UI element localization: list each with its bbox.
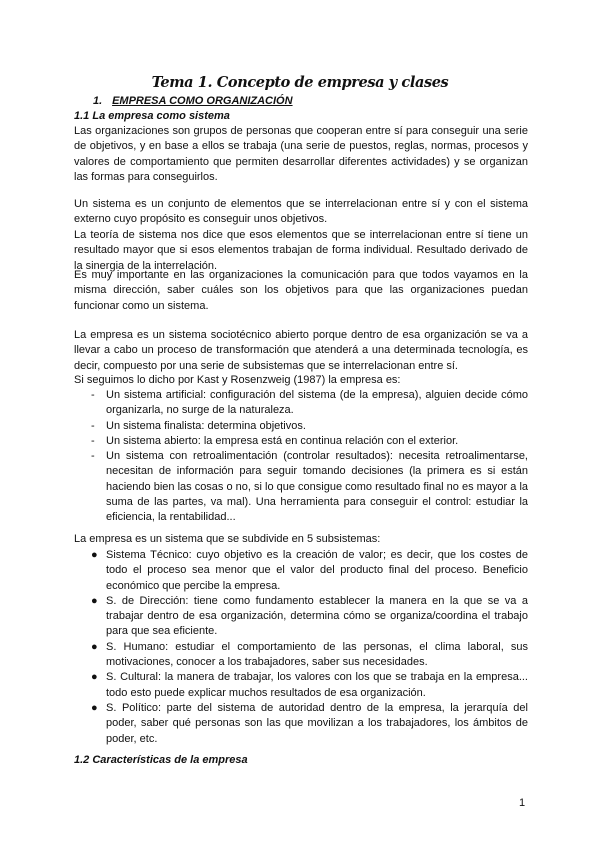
list-item: - Un sistema artificial: configuración del sistema (de la empresa), alguien decide cómo organizarla, no surge de la naturaleza. xyxy=(91,389,528,417)
document-title: Tema 1. Concepto de empresa y clases xyxy=(151,74,449,91)
paragraph-comunicacion: Es muy importante en las organizaciones la comunicación para que todos vayamos en la misma dirección, saber cuáles son los objetivos para que las organizaciones puedan funcionar como un sistema. xyxy=(74,269,528,312)
bullet-list xyxy=(74,548,528,747)
list-item: - Un sistema finalista: determina objetivos. xyxy=(91,419,306,432)
list-item: ● S. Político: parte del sistema de autoridad dentro de la empresa, la jerarquía del poder, saber qué personas son las que movilizan a los trabajadores, los ámbitos de poder, etc. xyxy=(91,701,528,745)
section-heading xyxy=(93,95,293,107)
dash-list xyxy=(74,388,528,526)
page-number: 1 xyxy=(519,797,526,809)
paragraph-sociotecnico: La empresa es un sistema sociotécnico abierto porque dentro de esa organización se va a llevar a cabo un proceso de transformación que atenderá a una determinada tecnología, es decir, compuesto por una serie de subsistemas que se interrelacionan entre sí. xyxy=(74,329,528,372)
subsection-heading-1-1: 1.1 La empresa como sistema xyxy=(74,110,230,122)
list-item: ● S. Humano: estudiar el comportamiento de las personas, el clima laboral, sus motivaciones, conocer a los trabajadores, saber sus necesidades. xyxy=(91,640,528,669)
section-label: EMPRESA COMO ORGANIZACIÓN xyxy=(112,95,293,107)
paragraph-sistema-definicion: Un sistema es un conjunto de elementos que se interrelacionan entre sí y con el sistema externo cuyo propósito es conseguir unos objetivos. xyxy=(74,198,528,226)
list-item: ● S. Cultural: la manera de trabajar, los valores con los que se trabaja en la empresa... todo esto puede explicar muchos resultados de esa organización. xyxy=(91,671,528,699)
paragraph-organizaciones: Las organizaciones son grupos de personas que cooperan entre sí para conseguir una serie de objetivos, y en base a ellos se trabaja (una serie de puestos, reglas, normas, procesos y valores de comportamiento que permiten desarrollar diferentes actividades) y se organizan las formas para conseguirlos. xyxy=(74,125,528,183)
list-item: - Un sistema abierto: la empresa está en continua relación con el exterior. xyxy=(91,434,459,447)
list-item: ● S. de Dirección: tiene como fundamento establecer la manera en la que se va a trabajar dentro de esa organización, determina cómo se organiza/coordina el trabajo para que sea eficiente. xyxy=(91,594,528,638)
list-item: - Un sistema con retroalimentación (controlar resultados): necesita retroalimentarse, necesitan de información para seguir tomando decisiones (la primera es si están haciendo bien las cosas o no, si lo que consigue como resultado final no es mayor a la suma de las partes, va mal). Una herramienta para conseguir el control: estudiar la eficiencia, la rentabilidad... xyxy=(91,450,528,524)
list-item: ● Sistema Técnico: cuyo objetivo es la creación de valor; es decir, que los costes de todo el proceso sea menor que el valor del producto final del proceso. Beneficio económico que percibe la empresa. xyxy=(91,549,528,592)
paragraph-teoria-sistemas: La teoría de sistema nos dice que esos elementos que se interrelacionan entre sí tiene un resultado mayor que si esos elementos trabajan de forma individual. Resultado derivado de la sinergia de la interrelación. xyxy=(74,229,528,272)
paragraph-subsistemas: La empresa es un sistema que se subdivide en 5 subsistemas: xyxy=(74,533,381,545)
paragraph-kast-rosenzweig: Si seguimos lo dicho por Kast y Rosenzweig (1987) la empresa es: xyxy=(74,374,401,386)
subsection-heading-1-2: 1.2 Características de la empresa xyxy=(74,754,248,766)
section-number: 1. xyxy=(93,95,103,107)
